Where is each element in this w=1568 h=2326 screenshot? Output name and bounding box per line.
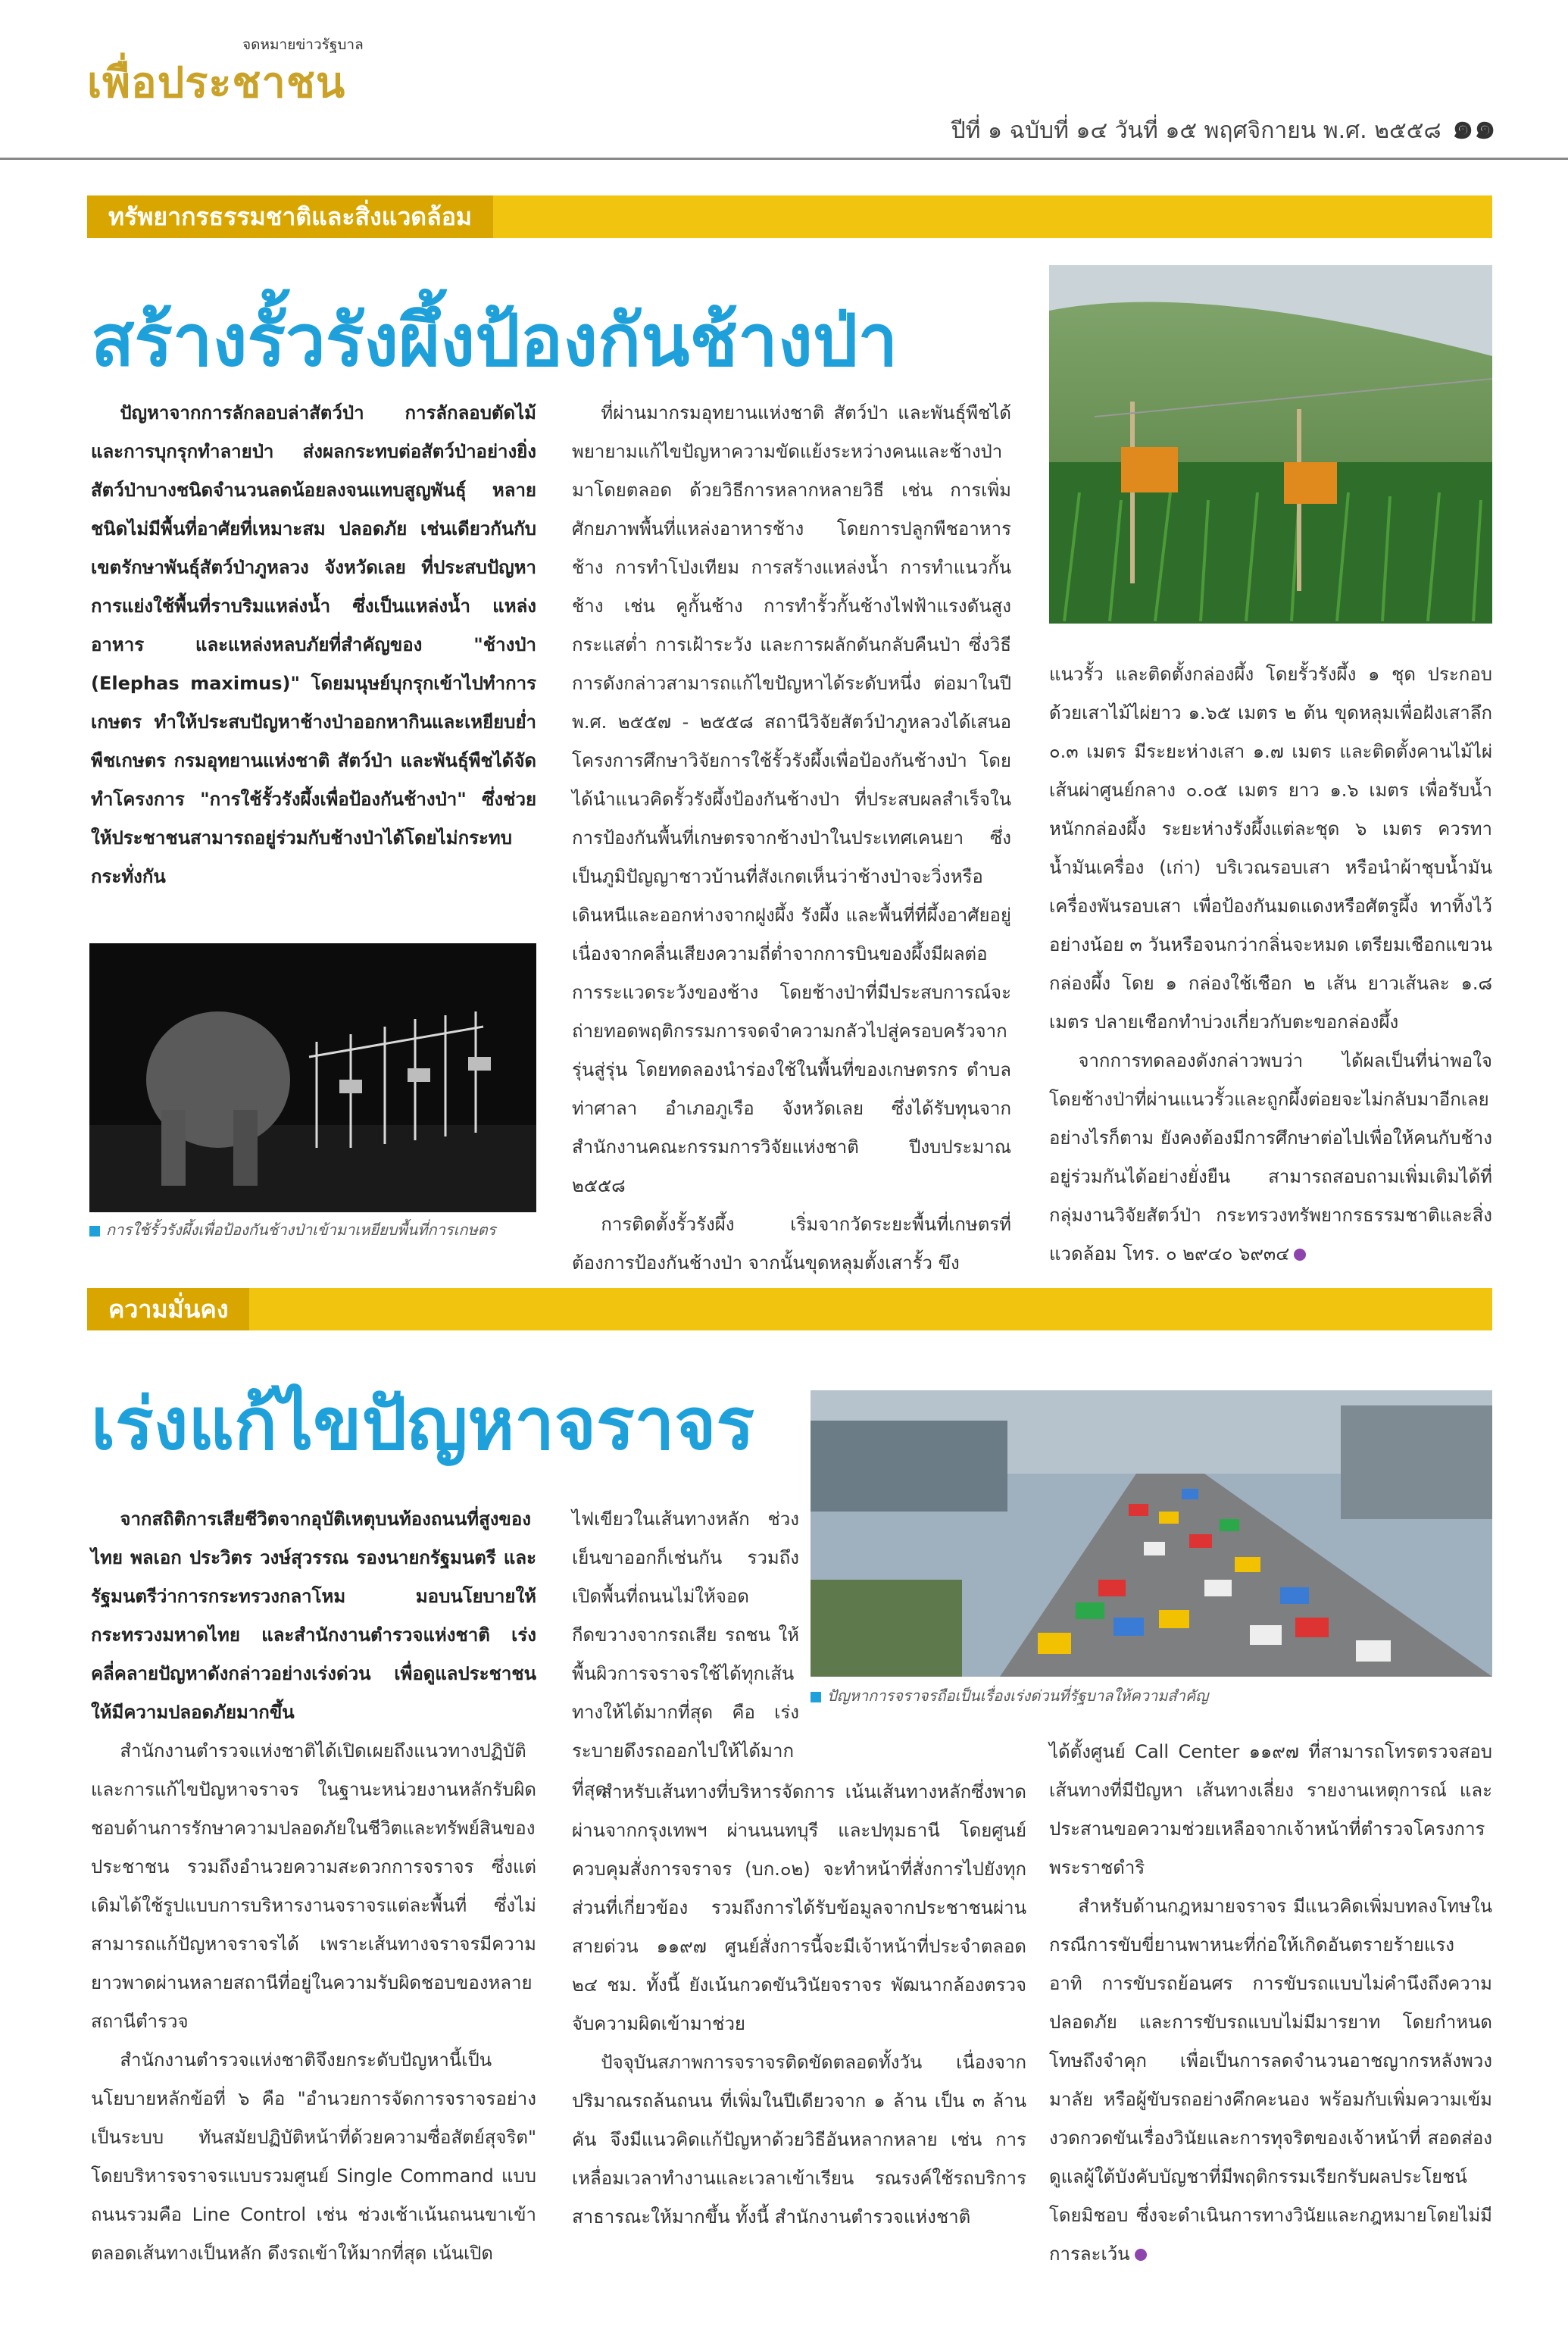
article2-col2-p1: ไฟเขียวในเส้นทางหลัก ช่วงเย็นขาออกก็เช่นกัน รวมถึงเปิดพื้นที่ถนนไม่ให้จอดกีดขวางจากรถเสีย รถชน ให้พื้นผิวการจราจรใช้ได้ทุกเส้นทางให้ได้มากที่สุด คือ เร่งระบายดึงรถออกไปให้ได้มากที่สุด bbox=[572, 1508, 799, 1800]
issue-line bbox=[951, 98, 1496, 154]
photo-beehive-fence bbox=[1049, 265, 1492, 624]
article2-column-2-bottom bbox=[572, 1773, 1026, 2228]
issue-info: ปีที่ ๑ ฉบับที่ ๑๔ วันที่ ๑๕ พฤศจิกายน พ.ศ. ๒๕๕๘ bbox=[951, 117, 1441, 144]
article1-col2-p2: การติดตั้งรั้วรังผึ้ง เริ่มจากวัดระยะพื้นที่เกษตรที่ต้องการป้องกันช้างป่า จากนั้นขุดหลุมตั้งเสารั้ว ขึง bbox=[572, 1214, 1011, 1274]
masthead-subtitle: จดหมายข่าวรัฐบาล bbox=[242, 36, 364, 53]
photo-traffic-caption bbox=[811, 1684, 1208, 1708]
article2-col3-p2 bbox=[1049, 1887, 1492, 2274]
article2-col3-p1: ได้ตั้งศูนย์ Call Center ๑๑๙๗ ที่สามารถโทรตรวจสอบเส้นทางที่มีปัญหา เส้นทางเลี่ยง รายงานเหตุการณ์ และประสานขอความช่วยเหลือจากเจ้าหน้าที่ตำรวจโครงการพระราชดำริ bbox=[1049, 1741, 1492, 1878]
photo-elephant-night bbox=[89, 943, 536, 1212]
article2-lead: จากสถิติการเสียชีวิตจากอุบัติเหตุบนท้องถนนที่สูงของไทย พลเอก ประวิตร วงษ์สุวรรณ รองนายกรัฐมนตรี และรัฐมนตรีว่าการกระทรวงกลาโหม มอบนโยบายให้กระทรวงมหาดไทย และสำนักงานตำรวจแห่งชาติ เร่งคลี่คลายปัญหาดังกล่าวอย่างเร่งด่วน เพื่อดูแลประชาชนให้มีความปลอดภัยมากขึ้น bbox=[91, 1508, 536, 1723]
headline-beehive-fence: สร้างรั้วรังผึ้งป้องกันช้างป่า bbox=[91, 300, 898, 383]
masthead-title: เพื่อประชาชน bbox=[87, 58, 346, 108]
caption-marker-icon bbox=[811, 1692, 821, 1702]
article2-col1-p2: สำนักงานตำรวจแห่งชาติได้เปิดเผยถึงแนวทางปฏิบัติและการแก้ไขปัญหาจราจร ในฐานะหน่วยงานหลักรับผิดชอบด้านการรักษาความปลอดภัยในชีวิตและทรัพย์สินของประชาชน รวมถึงอำนวยความสะดวกการจราจร ซึ่งแต่เดิมได้ใช้รูปแบบการบริหารงานจราจรแต่ละพื้นที่ ซึ่งไม่สามารถแก้ปัญหาจราจรได้ เพราะเส้นทางจราจรมีความยาวพาดผ่านหลายสถานีที่อยู่ในความรับผิดชอบของหลายสถานีตำรวจ bbox=[91, 1740, 536, 2032]
caption-text: ปัญหาการจราจรถือเป็นเรื่องเร่งด่วนที่รัฐบาลให้ความสำคัญ bbox=[827, 1687, 1209, 1705]
article2-col2-p3: ปัจจุบันสภาพการจราจรติดขัดตลอดทั้งวัน เนื่องจากปริมาณรถล้นถนน ที่เพิ่มในปีเดียวจาก ๑ ล้าน เป็น ๓ ล้านคัน จึงมีแนวคิดแก้ปัญหาด้วยวิธีอันหลากหลาย เช่น การเหลื่อมเวลาทำงานและเวลาเข้าเรียน รณรงค์ใช้รถบริการสาธารณะให้มากขึ้น ทั้งนี้ สำนักงานตำรวจแห่งชาติ bbox=[572, 2052, 1026, 2228]
photo-elephant-caption bbox=[89, 1218, 495, 1242]
end-mark-icon bbox=[1294, 1249, 1306, 1261]
article2-col3-p2-text: สำหรับด้านกฎหมายจราจร มีแนวคิดเพิ่มบทลงโทษในกรณีการขับขี่ยานพาหนะที่ก่อให้เกิดอันตรายร้ายแรง อาทิ การขับรถย้อนศร การขับรถแบบไม่คำนึงถึงความปลอดภัย และการขับรถแบบไม่มีมารยาท โดยกำหนดโทษถึงจำคุก เพื่อเป็นการลดจำนวนอาชญากรหลังพวงมาลัย หรือผู้ขับรถอย่างคึกคะนอง พร้อมกับเพิ่มความเข้มงวดกวดขันเรื่องวินัยและการทุจริตของเจ้าหน้าที่ สอดส่องดูแลผู้ใต้บังคับบัญชาที่มีพฤติกรรมเรียกรับผลประโยชน์โดยมิชอบ ซึ่งจะดำเนินการทางวินัยและกฎหมายโดยไม่มีการละเว้น bbox=[1049, 1896, 1492, 2265]
article1-column-3 bbox=[1049, 655, 1492, 1265]
photo-traffic-jam bbox=[811, 1390, 1492, 1677]
article2-column-3 bbox=[1049, 1733, 1492, 2265]
article2-column-2-top bbox=[572, 1500, 799, 1800]
article1-col3-p2-text: จากการทดลองดังกล่าวพบว่า ได้ผลเป็นที่น่าพอใจ โดยช้างป่าที่ผ่านแนวรั้วและถูกผึ้งต่อยจะไม่กลับมาอีกเลย อย่างไรก็ตาม ยังคงต้องมีการศึกษาต่อไปเพื่อให้คนกับช้างอยู่ร่วมกันได้อย่างยั่งยืน สามารถสอบถามเพิ่มเติมได้ที่ กลุ่มงานวิจัยสัตว์ป่า กระทรวงทรัพยากรธรรมชาติและสิ่งแวดล้อม โทร. ๐ ๒๙๔๐ ๖๙๓๔ bbox=[1049, 1050, 1492, 1265]
article1-col3-p2 bbox=[1049, 1042, 1492, 1274]
article2-col2-p2: สำหรับเส้นทางที่บริหารจัดการ เน้นเส้นทางหลักซึ่งพาดผ่านจากกรุงเทพฯ ผ่านนนทบุรี และปทุมธานี โดยศูนย์ควบคุมสั่งการจราจร (บก.๐๒) จะทำหน้าที่สั่งการไปยังทุกส่วนที่เกี่ยวข้อง รวมถึงการได้รับข้อมูลจากประชาชนผ่านสายด่วน ๑๑๙๗ ศูนย์สั่งการนี้จะมีเจ้าหน้าที่ประจำตลอด ๒๔ ชม. ทั้งนี้ ยังเน้นกวดขันวินัยจราจร พัฒนากล้องตรวจจับความผิดเข้ามาช่วย bbox=[572, 1781, 1026, 2034]
end-mark-icon bbox=[1135, 2249, 1147, 2261]
caption-text: การใช้รั้วรังผึ้งเพื่อป้องกันช้างป่าเข้ามาเหยียบพื้นที่การเกษตร bbox=[106, 1221, 496, 1239]
page-number: ๑๑ bbox=[1451, 105, 1496, 146]
article1-lead-text: ปัญหาจากการลักลอบล่าสัตว์ป่า การลักลอบตัดไม้ และการบุกรุกทำลายป่า ส่งผลกระทบต่อสัตว์ป่าอย่างยิ่ง สัตว์ป่าบางชนิดจำนวนลดน้อยลงจนแทบสูญพันธุ์ หลายชนิดไม่มีพื้นที่อาศัยที่เหมาะสม ปลอดภัย เช่นเดียวกันกับเขตรักษาพันธุ์สัตว์ป่าภูหลวง จังหวัดเลย ที่ประสบปัญหาการแย่งใช้พื้นที่ราบริมแหล่งน้ำ ซึ่งเป็นแหล่งน้ำ แหล่งอาหาร และแหล่งหลบภัยที่สำคัญของ "ช้างป่า (Elephas maximus)" โดยมนุษย์บุกรุกเข้าไปทำการเกษตร ทำให้ประสบปัญหาช้างป่าออกหากินและเหยียบย่ำพืชเกษตร กรมอุทยานแห่งชาติ สัตว์ป่า และพันธุ์พืชได้จัดทำโครงการ "การใช้รั้วรังผึ้งเพื่อป้องกันช้างป่า" ซึ่งช่วยให้ประชาชนสามารถอยู่ร่วมกับช้างป่าได้โดยไม่กระทบกระทั่งกัน bbox=[91, 402, 536, 887]
headline-traffic: เร่งแก้ไขปัญหาจราจร bbox=[91, 1383, 754, 1466]
section-bar-security bbox=[87, 1288, 1492, 1330]
article1-lead bbox=[91, 394, 536, 924]
masthead-rule bbox=[0, 158, 1568, 160]
article2-col1-p3: สำนักงานตำรวจแห่งชาติจึงยกระดับปัญหานี้เป็นนโยบายหลักข้อที่ ๖ คือ "อำนวยการจัดการจราจรอย่างเป็นระบบ ทันสมัยปฏิบัติหน้าที่ด้วยความซื่อสัตย์สุจริต" โดยบริหารจราจรแบบรวมศูนย์ Single Command แบบถนนรวมคือ Line Control เช่น ช่วงเช้าเน้นถนนขาเข้าตลอดเส้นทางเป็นหลัก ดึงรถเข้าให้มากที่สุด เน้นเปิด bbox=[91, 2049, 536, 2264]
section-label: ทรัพยากรธรรมชาติและสิ่งแวดล้อม bbox=[87, 195, 493, 238]
article1-column-2 bbox=[572, 394, 1011, 1274]
article1-col3-p1: แนวรั้ว และติดตั้งกล่องผึ้ง โดยรั้วรังผึ้ง ๑ ชุด ประกอบด้วยเสาไม้ไผ่ยาว ๑.๖๕ เมตร ๒ ต้น ขุดหลุมเพื่อฝังเสาลึก ๐.๓ เมตร มีระยะห่างเสา ๑.๗ เมตร และติดตั้งคานไม้ไผ่เส้นผ่าศูนย์กลาง ๐.๐๕ เมตร ยาว ๑.๖ เมตร เพื่อรับน้ำหนักกล่องผึ้ง ระยะห่างรังผึ้งแต่ละชุด ๖ เมตร ควรทาน้ำมันเครื่อง (เก่า) บริเวณรอบเสา หรือนำผ้าชุบน้ำมันเครื่องพันรอบเสา เพื่อป้องกันมดแดงหรือศัตรูผึ้ง ทาทิ้งไว้อย่างน้อย ๓ วันหรือจนกว่ากลิ่นจะหมด เตรียมเชือกแขวนกล่องผึ้ง โดย ๑ กล่องใช้เชือก ๒ เส้น ยาวเส้นละ ๑.๘ เมตร ปลายเชือกทำบ่วงเกี่ยวกับตะขอกล่องผึ้ง bbox=[1049, 664, 1492, 1033]
caption-marker-icon bbox=[89, 1226, 100, 1236]
section-bar-environment bbox=[87, 195, 1492, 238]
section-label: ความมั่นคง bbox=[87, 1288, 249, 1330]
article1-col2-p1: ที่ผ่านมากรมอุทยานแห่งชาติ สัตว์ป่า และพันธุ์พืชได้พยายามแก้ไขปัญหาความขัดแย้งระหว่างคนและช้างป่ามาโดยตลอด ด้วยวิธีการหลากหลายวิธี เช่น การเพิ่มศักยภาพพื้นที่แหล่งอาหารช้าง โดยการปลูกพืชอาหารช้าง การทำโป่งเทียม การสร้างแหล่งน้ำ การทำแนวกั้นช้าง เช่น คูกั้นช้าง การทำรั้วกั้นช้างไฟฟ้าแรงดันสูงกระแสต่ำ การเฝ้าระวัง และการผลักดันกลับคืนป่า ซึ่งวิธีการดังกล่าวสามารถแก้ไขปัญหาได้ระดับหนึ่ง ต่อมาในปี พ.ศ. ๒๕๕๗ - ๒๕๕๘ สถานีวิจัยสัตว์ป่าภูหลวงได้เสนอโครงการศึกษาวิจัยการใช้รั้วรังผึ้งเพื่อป้องกันช้างป่า โดยได้นำแนวคิดรั้วรังผึ้งป้องกันช้างป่า ที่ประสบผลสำเร็จในการป้องกันพื้นที่เกษตรจากช้างป่าในประเทศเคนยา ซึ่งเป็นภูมิปัญญาชาวบ้านที่สังเกตเห็นว่าช้างป่าจะวิ่งหรือเดินหนีและออกห่างจากฝูงผึ้ง รังผึ้ง และพื้นที่ที่ผึ้งอาศัยอยู่ เนื่องจากคลื่นเสียงความถี่ต่ำจากการบินของผึ้งมีผลต่อการระแวดระวังของช้าง โดยช้างป่าที่มีประสบการณ์จะถ่ายทอดพฤติกรรมการจดจำความกลัวไปสู่ครอบครัวจากรุ่นสู่รุ่น โดยทดลองนำร่องใช้ในพื้นที่ของเกษตรกร ตำบลท่าศาลา อำเภอภูเรือ จังหวัดเลย ซึ่งได้รับทุนจากสำนักงานคณะกรรมการวิจัยแห่งชาติ ปีงบประมาณ ๒๕๕๘ bbox=[572, 402, 1011, 1196]
article2-column-1 bbox=[91, 1500, 536, 2264]
